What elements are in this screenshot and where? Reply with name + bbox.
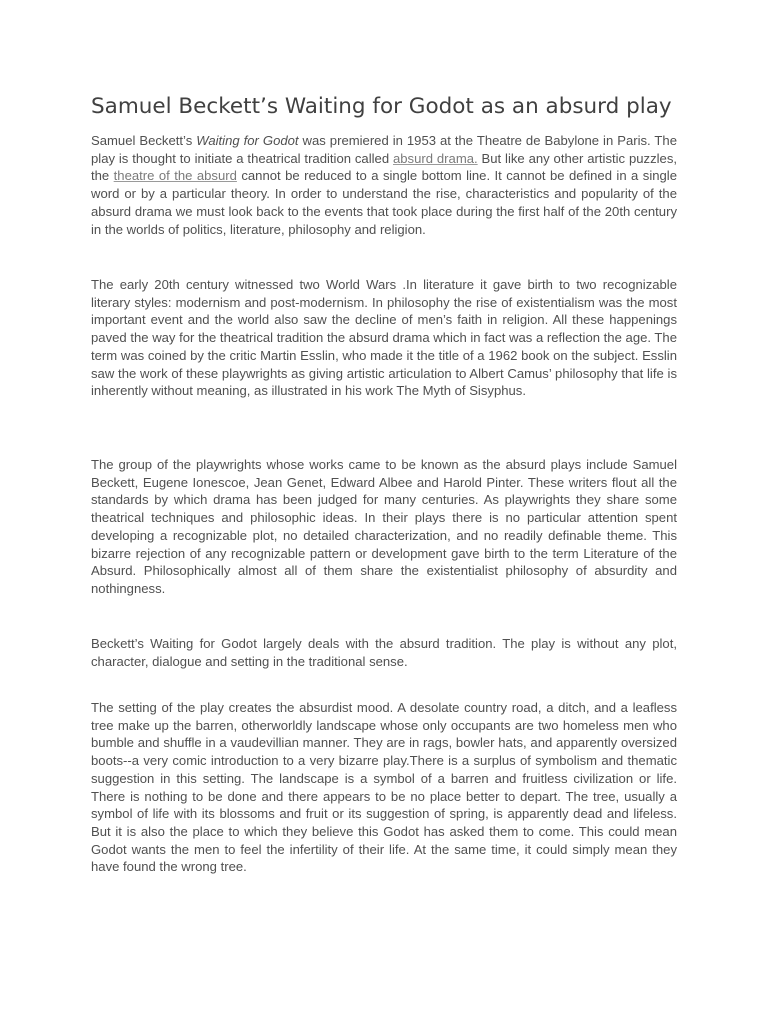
intro-text-c: But like any other artistic puzzles, the xyxy=(91,150,677,184)
absurd-drama-link[interactable]: absurd drama. xyxy=(392,150,478,166)
play-title-italic: Waiting for Godot xyxy=(196,133,299,148)
intro-text-d: cannot be reduced to a single bottom line. It cannot be defined in a single word or by a particular theory. In order to understand the rise, characteristics and popularity of the absurd drama we must look back to the events that took place during the first half of the 20th century in the worlds of politics, literature, philosophy and religion. xyxy=(91,168,677,237)
paragraph-setting: The setting of the play creates the absurdist mood. A desolate country road, a ditch, and a leafless tree make up the barren, otherworldly landscape whose only occupants are two homeless men who bumble and shuffle in a vaudevillian manner. They are in rags, bowler hats, and apparently oversized boots--a very comic introduction to a very bizarre play.There is a surplus of symbolism and thematic suggestion in this setting. The landscape is a symbol of a barren and fruitless civilization or life. There is nothing to be done and there appears to be no place better to depart. The tree, usually a symbol of life with its blossoms and fruit or its suggestion of spring, is apparently dead and lifeless. But it is also the place to which they believe this Godot has asked them to come. This could mean Godot wants the men to feel the infertility of their life. At the same time, it could simply mean they have found the wrong tree. xyxy=(91,700,677,875)
theatre-of-the-absurd-link[interactable]: theatre of the absurd xyxy=(113,168,237,184)
paragraph-intro xyxy=(91,132,677,238)
paragraph-playwrights: The group of the playwrights whose works came to be known as the absurd plays include Samuel Beckett, Eugene Ionescoe, Jean Genet, Edward Albee and Harold Pinter. These writers flout all the standards by which drama has been judged for many centuries. As playwrights they share some theatrical techniques and philosophic ideas. In their plays there is no particular attention spent developing a recognizable plot, no detailed characterization, and no readily definable theme. This bizarre rejection of any recognizable pattern or development gave birth to the term Literature of the Absurd. Philosophically almost all of them share the existentialist philosophy of absurdity and nothingness. xyxy=(91,457,677,596)
paragraph-godot-tradition: Beckett’s Waiting for Godot largely deals with the absurd tradition. The play is without any plot, character, dialogue and setting in the traditional sense. xyxy=(91,636,677,669)
paragraph-history: The early 20th century witnessed two World Wars .In literature it gave birth to two recognizable literary styles: modernism and post-modernism. In philosophy the rise of existentialism was the most important event and the world also saw the decline of men’s faith in religion. All these happenings paved the way for the theatrical tradition the absurd drama which in fact was a reflection the age. The term was coined by the critic Martin Esslin, who made it the title of a 1962 book on the subject. Esslin saw the work of these playwrights as giving artistic articulation to Albert Camus’ philosophy that life is inherently without meaning, as illustrated in his work The Myth of Sisyphus. xyxy=(91,277,677,399)
intro-text-a: Samuel Beckett’s xyxy=(91,133,197,148)
article-title: Samuel Beckett’s Waiting for Godot as an absurd play xyxy=(91,94,672,119)
intro-text-b: was premiered in 1953 at the Theatre de Babylone in Paris. The play is thought to initiate a theatrical tradition called xyxy=(91,133,677,166)
